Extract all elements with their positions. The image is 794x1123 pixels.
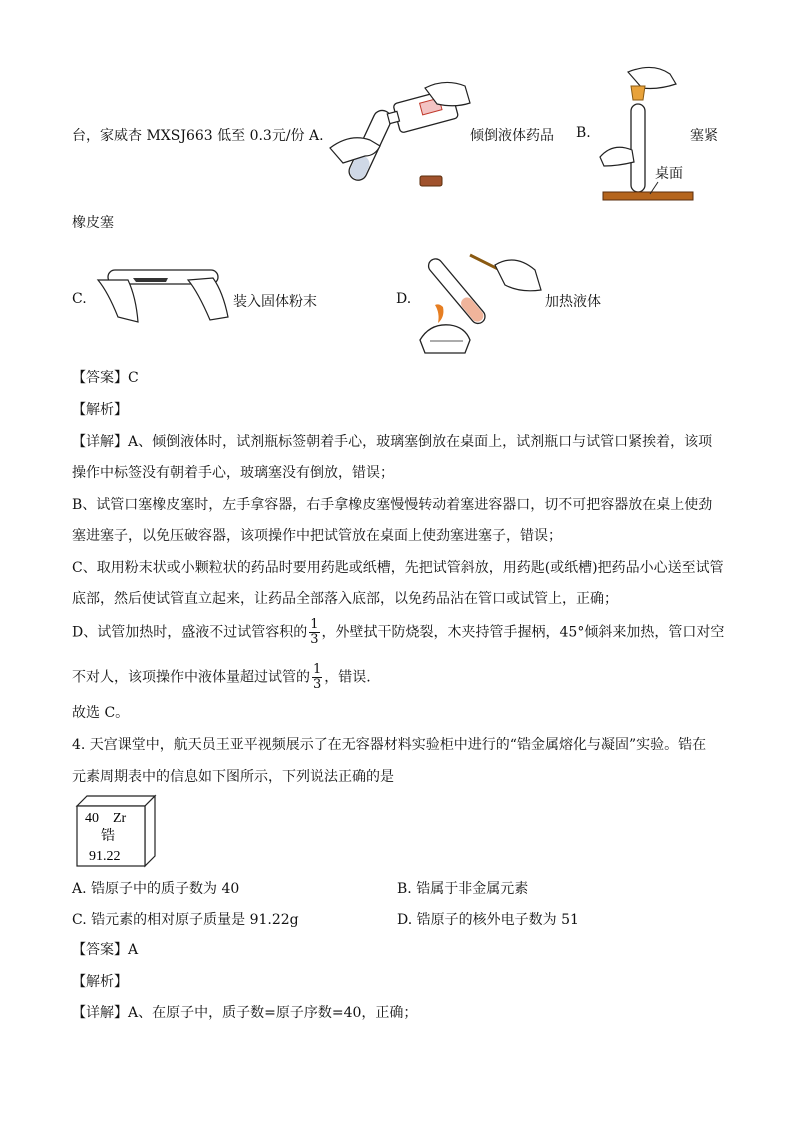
option-d-letter: D.	[396, 291, 412, 307]
q3-detail-line-7	[72, 618, 724, 647]
q4-option-d: D. 锆原子的核外电子数为 51	[397, 912, 579, 928]
option-a-label: 倾倒液体药品	[470, 128, 554, 144]
option-b-label-continued: 橡皮塞	[72, 215, 114, 231]
q3-detail-line-1: 【详解】A、倾倒液体时，试剂瓶标签朝着手心，玻璃塞倒放在桌面上，试剂瓶口与试管口紧挨着，该项	[72, 434, 713, 450]
stopper-tube-illustration	[598, 62, 698, 207]
q4-option-c: C. 锆元素的相对原子质量是 91.22g	[72, 912, 299, 928]
q4-option-a: A. 锆原子中的质子数为 40	[72, 881, 240, 897]
powder-tube-illustration	[98, 262, 228, 332]
q4-stem-line-1: 4. 天宫课堂中，航天员王亚平视频展示了在无容器材料实验柜中进行的“锆金属熔化与凝固”实验。锆在	[72, 737, 707, 753]
option-c-label: 装入固体粉末	[233, 294, 317, 310]
question-continuation-prefix: 台，家威杏 MXSJ663 低至 0.3元/份 A.	[72, 128, 324, 144]
q3-detail-line-2: 操作中标签没有朝着手心，玻璃塞没有倒放，错误；	[72, 465, 394, 481]
element-mass: 91.22	[89, 849, 121, 864]
q3-detail-line-8	[72, 663, 371, 692]
fraction-one-third	[309, 618, 319, 647]
fraction-numerator: 1	[310, 617, 319, 632]
q4-stem-line-2: 元素周期表中的信息如下图所示，下列说法正确的是	[72, 769, 394, 785]
q3-d-text-a: D、试管加热时，盛液不过试管容积的	[72, 624, 308, 641]
option-b-letter: B.	[576, 125, 591, 141]
q4-analysis-title: 【解析】	[72, 974, 128, 990]
q3-analysis-title: 【解析】	[72, 402, 128, 418]
heating-liquid-illustration	[415, 245, 545, 357]
pouring-liquid-illustration	[325, 78, 475, 198]
element-name: 锆	[101, 829, 115, 844]
q3-detail-line-4: 塞进塞子，以免压破容器，该项操作中把试管放在桌面上使劲塞进塞子，错误；	[72, 528, 562, 544]
q4-detail-line-1: 【详解】A、在原子中，质子数=原子序数=40，正确；	[72, 1005, 418, 1021]
q3-detail-line-5: C、取用粉末状或小颗粒状的药品时要用药匙或纸槽，先把试管斜放，用药匙(或纸槽)把药品小心送至试管	[72, 560, 724, 576]
q3-conclusion: 故选 C。	[72, 705, 130, 721]
table-label: 桌面	[655, 166, 683, 182]
option-b-label: 塞紧	[690, 128, 718, 144]
q4-answer: 【答案】A	[72, 942, 139, 958]
option-c-letter: C.	[72, 291, 87, 307]
q3-answer: 【答案】C	[72, 370, 139, 386]
element-symbol: Zr	[113, 811, 127, 826]
element-card-zirconium	[75, 794, 159, 868]
element-atomic-number: 40	[85, 811, 99, 826]
fraction-denominator: 3	[313, 677, 322, 692]
q3-detail-line-6: 底部，然后使试管直立起来，让药品全部落入底部，以免药品沾在管口或试管上，正确；	[72, 591, 618, 607]
option-d-label: 加热液体	[545, 294, 601, 310]
q3-d-text-c: 不对人，该项操作中液体量超过试管的	[72, 669, 310, 686]
q4-option-b: B. 锆属于非金属元素	[397, 881, 529, 897]
q3-d-text-d: ，错误.	[324, 669, 371, 686]
q3-detail-line-3: B、试管口塞橡皮塞时，左手拿容器，右手拿橡皮塞慢慢转动着塞进容器口，切不可把容器放在桌上使劲	[72, 497, 713, 513]
fraction-denominator: 3	[310, 632, 319, 647]
fraction-one-third	[312, 663, 322, 692]
q3-d-text-b: ，外壁拭干防烧裂，木夹持管手握柄，45°倾斜来加热，管口对空	[321, 624, 725, 641]
fraction-numerator: 1	[313, 662, 322, 677]
